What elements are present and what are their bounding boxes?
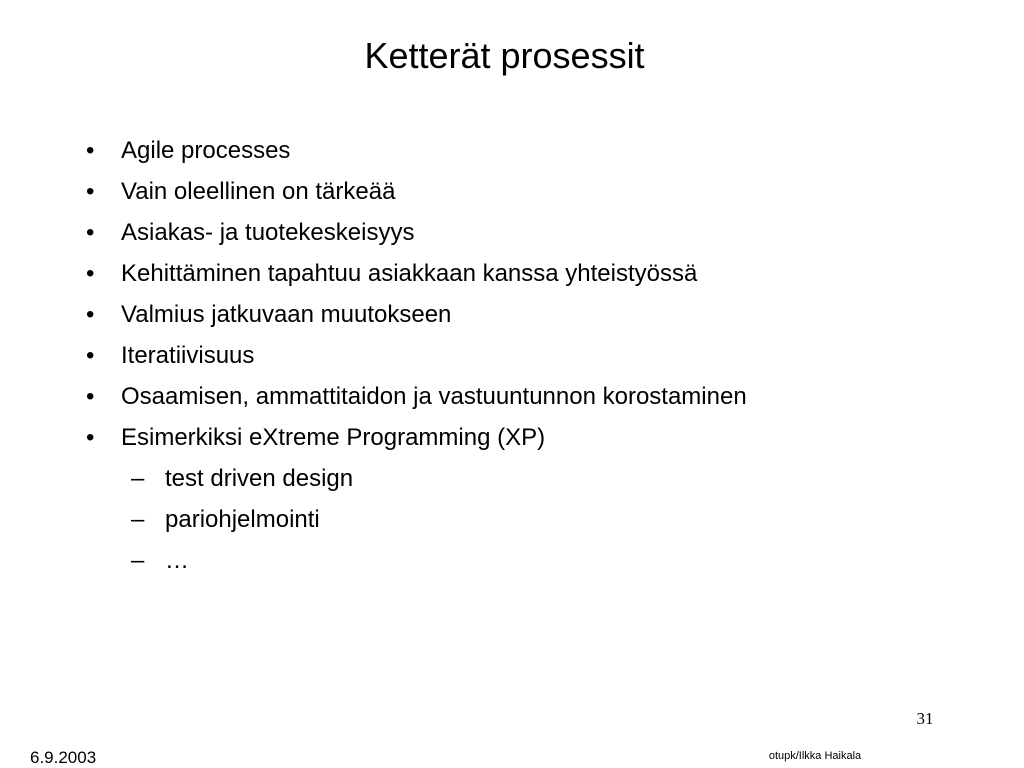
page-number: 31 — [916, 709, 934, 728]
sub-bullet-item — [86, 456, 966, 497]
sub-bullet-marker: – — [131, 506, 145, 533]
bullet-text: Agile processes — [121, 137, 291, 164]
bullet-marker: • — [86, 301, 95, 328]
bullet-item — [86, 251, 966, 292]
bullet-text: Vain oleellinen on tärkeää — [121, 178, 396, 205]
bullet-marker: • — [86, 424, 95, 451]
bullet-text: Kehittäminen tapahtuu asiakkaan kanssa yhteistyössä — [121, 260, 698, 287]
sub-bullet-text: pariohjelmointi — [165, 506, 320, 533]
bullet-item — [86, 374, 966, 415]
bullet-item — [86, 292, 966, 333]
bullet-text: Iteratiivisuus — [121, 342, 255, 369]
footer-date: 6.9.2003 — [30, 748, 97, 767]
bullet-item — [86, 333, 966, 374]
bullet-marker: • — [86, 178, 95, 205]
bullet-text: Valmius jatkuvaan muutokseen — [121, 301, 452, 328]
footer-author: otupk/Ilkka Haikala — [768, 750, 862, 762]
bullet-item — [86, 128, 966, 169]
sub-bullet-item — [86, 538, 966, 579]
sub-bullet-item — [86, 497, 966, 538]
bullet-item — [86, 169, 966, 210]
bullet-text: Esimerkiksi eXtreme Programming (XP) — [121, 424, 546, 451]
bullet-text: Osaamisen, ammattitaidon ja vastuuntunnon korostaminen — [121, 383, 747, 410]
bullet-item — [86, 210, 966, 251]
bullet-text: Asiakas- ja tuotekeskeisyys — [121, 219, 415, 246]
sub-bullet-marker: – — [131, 465, 145, 492]
slide-title: Ketterät prosessit — [364, 35, 645, 76]
sub-bullet-text: … — [165, 547, 189, 574]
bullet-item — [86, 415, 966, 456]
sub-bullet-marker: – — [131, 547, 145, 574]
bullet-marker: • — [86, 219, 95, 246]
sub-bullet-text: test driven design — [165, 465, 354, 492]
bullet-list — [86, 128, 966, 579]
bullet-marker: • — [86, 383, 95, 410]
bullet-marker: • — [86, 342, 95, 369]
bullet-marker: • — [86, 260, 95, 287]
bullet-marker: • — [86, 137, 95, 164]
